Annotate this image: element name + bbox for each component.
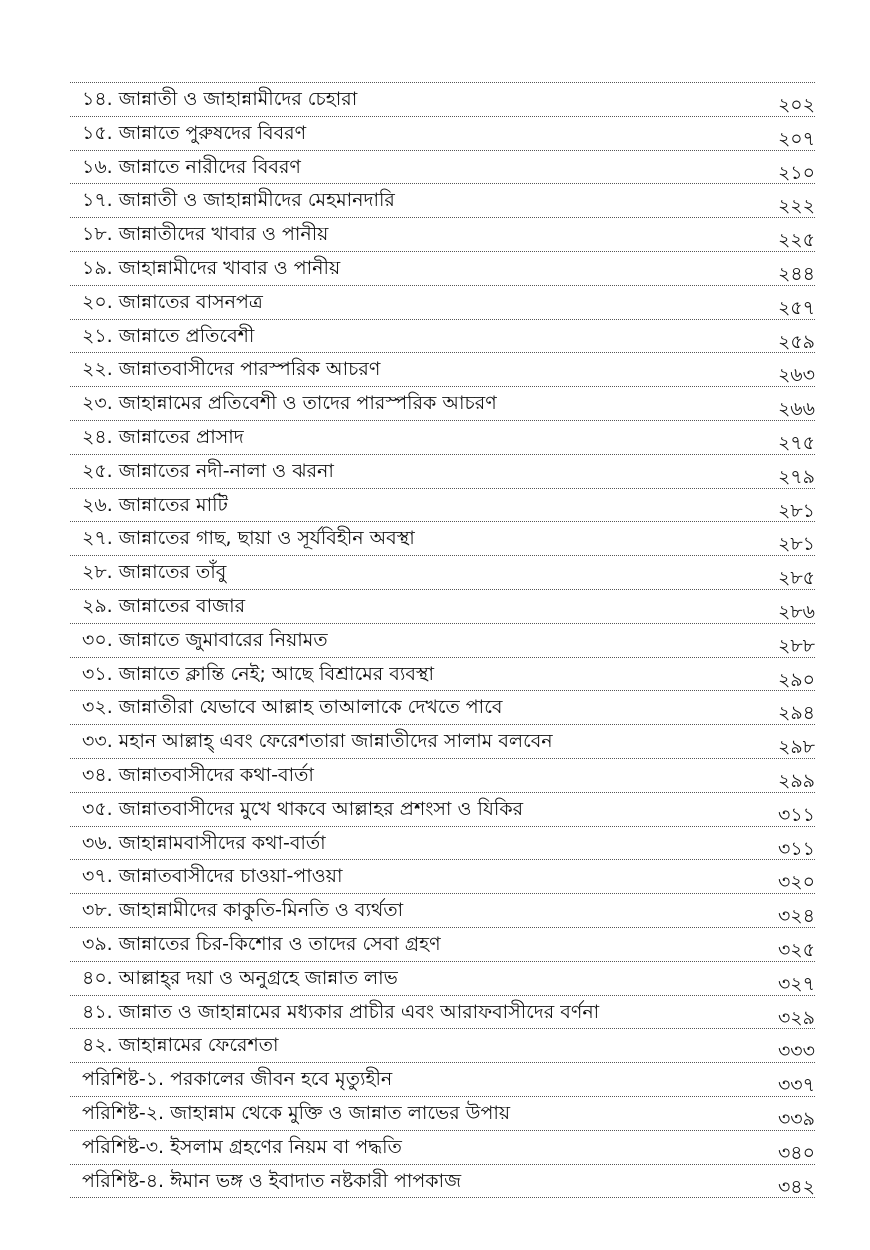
toc-entry bbox=[70, 116, 815, 150]
toc-entry-title: ২৫. জান্নাতের নদী-নালা ও ঝরনা bbox=[82, 459, 334, 482]
toc-entry-page-number: ৩২৪ bbox=[777, 905, 815, 928]
toc-entry-title: ২৬. জান্নাতের মাটি bbox=[82, 493, 228, 516]
toc-entry-title: ৩২. জান্নাতীরা যেভাবে আল্লাহ তাআলাকে দেখতে পাবে bbox=[82, 696, 503, 719]
toc-entry-title: পরিশিষ্ট-৩. ইসলাম গ্রহণের নিয়ম বা পদ্ধতি bbox=[82, 1135, 402, 1158]
toc-entry-title: ৩৮. জাহান্নামীদের কাকুতি-মিনতি ও ব্যর্থতা bbox=[82, 899, 404, 922]
toc-entry bbox=[70, 1130, 815, 1164]
toc-entry bbox=[70, 1062, 815, 1096]
toc-entry-page-number: ৩২৯ bbox=[777, 1006, 815, 1029]
toc-entry-title: ১৮. জান্নাতীদের খাবার ও পানীয় bbox=[82, 223, 329, 246]
toc-entry-page-number: ৩৩৯ bbox=[777, 1107, 815, 1130]
toc-entry bbox=[70, 893, 815, 927]
toc-entry-page-number: ৩১১ bbox=[777, 837, 815, 860]
toc-entry-title: ৩০. জান্নাতে জুমাবারের নিয়ামত bbox=[82, 628, 328, 651]
toc-entry-page-number: ৩২৫ bbox=[777, 938, 815, 961]
toc-entry-page-number: ২৭৯ bbox=[777, 465, 815, 488]
toc-entry-title: ১৭. জান্নাতী ও জাহান্নামীদের মেহমানদারি bbox=[82, 189, 395, 212]
toc-entry-page-number: ২০২ bbox=[777, 94, 815, 116]
toc-entry-title: ১৫. জান্নাতে পুরুষদের বিবরণ bbox=[82, 121, 307, 144]
toc-entry-page-number: ২৯৮ bbox=[777, 736, 815, 759]
toc-entry-title: ৪২. জাহান্নামের ফেরেশতা bbox=[82, 1034, 279, 1057]
toc-entry bbox=[70, 319, 815, 353]
toc-entry-title: ১৯. জাহান্নামীদের খাবার ও পানীয় bbox=[82, 256, 341, 279]
toc-entry bbox=[70, 1096, 815, 1130]
toc-entry-page-number: ২৮৮ bbox=[777, 634, 815, 657]
toc-entry-page-number: ২২২ bbox=[777, 195, 815, 218]
toc-entry-title: ৩৩. মহান আল্লাহ্‌ এবং ফেরেশতারা জান্নাতীদের সালাম বলবেন bbox=[82, 730, 553, 753]
toc-entry bbox=[70, 859, 815, 893]
toc-entry-title: ২৭. জান্নাতের গাছ, ছায়া ও সূর্যবিহীন অবস্থা bbox=[82, 527, 415, 550]
toc-entry bbox=[70, 961, 815, 995]
toc-entry-page-number: ২৫৭ bbox=[777, 296, 815, 319]
toc-entry-page-number: ৩১১ bbox=[777, 803, 815, 826]
toc-entry bbox=[70, 386, 815, 420]
toc-entry-title: ৩৬. জাহান্নামবাসীদের কথা-বার্তা bbox=[82, 831, 326, 854]
toc-entry-title: ৪০. আল্লাহ্‌র দয়া ও অনুগ্রহে জান্নাত লাভ bbox=[82, 966, 398, 989]
toc-entry bbox=[70, 454, 815, 488]
toc-list bbox=[70, 82, 815, 1197]
toc-entry-page-number: ২৮১ bbox=[777, 499, 815, 522]
toc-entry-page-number: ২৯৪ bbox=[777, 702, 815, 725]
toc-entry-page-number: ২৮৬ bbox=[777, 600, 815, 623]
toc-entry-page-number: ২৭৫ bbox=[777, 431, 815, 454]
toc-entry-title: ৩৪. জান্নাতবাসীদের কথা-বার্তা bbox=[82, 763, 314, 786]
toc-entry-title: ২৮. জান্নাতের তাঁবু bbox=[82, 561, 227, 584]
toc-entry-page-number: ২৯০ bbox=[777, 668, 815, 691]
toc-entry-page-number: ২৮৫ bbox=[777, 567, 815, 590]
toc-entry-page-number: ২৫৯ bbox=[777, 330, 815, 353]
toc-entry-title: ২৩. জাহান্নামের প্রতিবেশী ও তাদের পারস্পরিক আচরণ bbox=[82, 392, 497, 415]
toc-entry-page-number: ৩৩৭ bbox=[777, 1074, 815, 1097]
toc-entry bbox=[70, 724, 815, 758]
toc-entry-title: ২০. জান্নাতের বাসনপত্র bbox=[82, 290, 263, 313]
toc-entry bbox=[70, 826, 815, 860]
toc-entry-title: পরিশিষ্ট-১. পরকালের জীবন হবে মৃত্যুহীন bbox=[82, 1068, 393, 1091]
toc-entry-page-number: ২০৭ bbox=[777, 127, 815, 150]
toc-entry bbox=[70, 82, 815, 116]
toc-entry-title: ২১. জান্নাতে প্রতিবেশী bbox=[82, 324, 255, 347]
toc-entry-page-number: ৩২০ bbox=[777, 871, 815, 894]
toc-entry-title: ২৪. জান্নাতের প্রাসাদ bbox=[82, 425, 244, 448]
toc-entry-title: পরিশিষ্ট-৪. ঈমান ভঙ্গ ও ইবাদাত নষ্টকারী পাপকাজ bbox=[82, 1169, 462, 1192]
toc-bottom-divider bbox=[70, 1197, 815, 1199]
toc-entry-page-number: ২৪৪ bbox=[777, 262, 815, 285]
toc-entry bbox=[70, 285, 815, 319]
toc-entry-title: ৩৯. জান্নাতের চির-কিশোর ও তাদের সেবা গ্রহণ bbox=[82, 932, 441, 955]
toc-entry bbox=[70, 690, 815, 724]
toc-entry-page-number: ৩২৭ bbox=[777, 972, 815, 995]
toc-entry bbox=[70, 352, 815, 386]
toc-entry-title: ১৪. জান্নাতী ও জাহান্নামীদের চেহারা bbox=[82, 88, 358, 110]
toc-entry-title: ২৯. জান্নাতের বাজার bbox=[82, 594, 246, 617]
toc-entry-title: ৩১. জান্নাতে ক্লান্তি নেই; আছে বিশ্রামের ব্যবস্থা bbox=[82, 662, 434, 685]
toc-entry-page-number: ২১০ bbox=[777, 161, 815, 184]
toc-entry-title: ১৬. জান্নাতে নারীদের বিবরণ bbox=[82, 155, 301, 178]
toc-entry-title: ৩৫. জান্নাতবাসীদের মুখে থাকবে আল্লাহর প্রশংসা ও যিকির bbox=[82, 797, 524, 820]
toc-entry-title: ২২. জান্নাতবাসীদের পারস্পরিক আচরণ bbox=[82, 358, 381, 381]
toc-entry bbox=[70, 521, 815, 555]
toc-entry bbox=[70, 589, 815, 623]
toc-entry bbox=[70, 657, 815, 691]
toc-entry-page-number: ২৬৬ bbox=[777, 398, 815, 421]
toc-entry bbox=[70, 555, 815, 589]
toc-entry bbox=[70, 488, 815, 522]
toc-entry-page-number: ২২৫ bbox=[777, 229, 815, 252]
toc-entry bbox=[70, 251, 815, 285]
toc-entry bbox=[70, 1028, 815, 1062]
toc-entry-page-number: ৩৪০ bbox=[777, 1141, 815, 1164]
toc-entry bbox=[70, 758, 815, 792]
toc-entry-page-number: ৩৪২ bbox=[777, 1175, 815, 1198]
toc-entry-page-number: ২৬৩ bbox=[777, 364, 815, 387]
toc-entry bbox=[70, 995, 815, 1029]
toc-entry-title: পরিশিষ্ট-২. জাহান্নাম থেকে মুক্তি ও জান্নাত লাভের উপায় bbox=[82, 1101, 511, 1124]
toc-entry-page-number: ২৮১ bbox=[777, 533, 815, 556]
toc-entry-page-number: ২৯৯ bbox=[777, 769, 815, 792]
toc-entry bbox=[70, 150, 815, 184]
toc-entry-page-number: ৩৩৩ bbox=[777, 1040, 815, 1063]
toc-entry bbox=[70, 927, 815, 961]
toc-entry bbox=[70, 217, 815, 251]
toc-entry bbox=[70, 1164, 815, 1198]
toc-entry bbox=[70, 623, 815, 657]
table-of-contents bbox=[70, 82, 815, 1199]
toc-entry bbox=[70, 183, 815, 217]
toc-entry-title: ৩৭. জান্নাতবাসীদের চাওয়া-পাওয়া bbox=[82, 865, 343, 888]
toc-entry bbox=[70, 792, 815, 826]
toc-entry-title: ৪১. জান্নাত ও জাহান্নামের মধ্যকার প্রাচীর এবং আরাফবাসীদের বর্ণনা bbox=[82, 1000, 600, 1023]
toc-entry bbox=[70, 420, 815, 454]
